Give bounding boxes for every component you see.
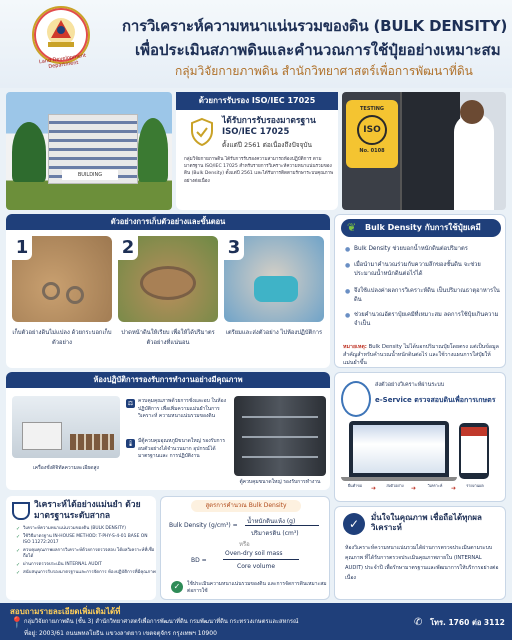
check-icon: ✓ (171, 581, 183, 593)
quality-title: มั่นใจในคุณภาพ เชื่อถือได้ทุกผลวิเคราะห์ (371, 513, 482, 532)
tree (138, 118, 168, 182)
laptop-mockup (349, 421, 449, 477)
step1-caption: เก็บตัวอย่างดินไม่แปลง ด้วยกระบอกเก็บตัวอย่าง (12, 330, 112, 346)
lab-bullet-text: ควบคุมคุณภาพด้วยการชั่งและอบ ในห้องปฏิบัติการ เพื่อเพิ่มความแม่นยำในการวิเคราะห์ ความหนาแน่นรวมของดิน (138, 398, 227, 419)
digital-balance (22, 422, 62, 450)
lab-bullet (126, 438, 230, 461)
eservice-title[interactable]: e-Service ตรวจสอบดินเพื่อการเกษตร (375, 396, 496, 404)
arrow-right-icon: ➜ (371, 485, 377, 492)
formula-note: ใช้ประเมินความหนาแน่นรวมของดิน และการจัดการดินเหมาะสมต่อการใช้ (187, 581, 327, 594)
lab-technician (454, 114, 494, 210)
bd-note-label: หมายเหตุ: (343, 344, 367, 350)
shelf (242, 436, 318, 438)
shelf (242, 416, 318, 418)
standard-item: ✓ ผ่านการตรวจประเมิน INTERNAL AUDIT (16, 562, 156, 568)
fraction-line (245, 525, 319, 526)
formula-denominator1: ปริมาตรดิน (cm³) (251, 530, 299, 537)
cert-since: ตั้งแต่ปี 2561 ต่อเนื่องถึงปัจจุบัน (222, 141, 312, 149)
eservice-step: วิเคราะห์ (427, 483, 443, 488)
standard-item: ✓ วิเคราะห์ความหนาแน่นรวมของดิน (BULK DENSITY) (16, 526, 156, 532)
bulk-density-fertilizer-panel (334, 214, 506, 368)
bd-note (343, 343, 503, 367)
eservice-step: ส่งตัวอย่าง (386, 483, 404, 488)
technician-head (460, 100, 484, 124)
soil-core (140, 266, 196, 300)
standard-item: ✓ สนับสนุนการรับรองมาตรฐานและการจัดการ ห้องปฏิบัติการที่มีคุณภาพ (16, 570, 156, 576)
steps-heading: ตัวอย่างการเก็บตัวอย่างและขั้นตอน (6, 214, 330, 230)
cert-title: ได้รับการรับรองมาตรฐาน ISO/IEC 17025 (222, 116, 316, 137)
logo-text: Land Development Department (38, 52, 87, 71)
lab-bullet-text: มีตู้ควบคุมอุณหภูมิขนาดใหญ่ รองรับการอบตัวอย่างได้จำนวนมาก อุปกรณ์ได้มาตรฐานและ การปฏิบัติงาน (138, 438, 226, 459)
laptop-screen (353, 425, 445, 473)
shelf (242, 456, 318, 458)
iso-badge-number: No. 0108 (359, 148, 385, 154)
arrow-right-icon: ➜ (411, 485, 417, 492)
laptop-base (341, 477, 457, 481)
formula-or: หรือ (239, 541, 250, 548)
eservice-panel (334, 372, 506, 502)
formula-denominator2: Core volume (237, 563, 276, 570)
subtitle: กลุ่มวิจัยกายภาพดิน สำนักวิทยาศาสตร์เพื่อการพัฒนาที่ดิน (175, 64, 473, 78)
lab-bullet (126, 398, 230, 421)
ldd-logo (32, 6, 90, 71)
shield-check-icon (190, 118, 214, 146)
thermometer-icon: 🌡 (126, 440, 135, 447)
footer-phone[interactable]: โทร. 1760 ต่อ 3112 (430, 618, 505, 627)
bd-item: ● ช่วยคำนวณอัตราปุ๋ยเคมีที่เหมาะสม ลดการใช้ปุ๋ยเกินความจำเป็น (345, 311, 503, 329)
phone-screen (461, 427, 487, 473)
sample-tray (70, 434, 114, 450)
step3-caption: เตรียมและส่งตัวอย่าง ไปห้องปฏิบัติการ (225, 330, 323, 336)
formula-numerator1: น้ำหนักดินแห้ง (g) (247, 518, 296, 525)
phone-icon: ✆ (414, 617, 423, 628)
lab-caption2: ตู้ควบคุมขนาดใหญ่ รองรับการทำงาน (239, 479, 321, 485)
title-line2: เพื่อประเมินสภาพดินและคำนวณการใช้ปุ๋ยอย่างเหมาะสม (135, 41, 501, 59)
phone-mockup (459, 423, 489, 479)
standard-item: ✓ ควบคุมคุณภาพผลการวิเคราะห์ด้วยการตรวจสอบ ได้ผลวิเคราะห์ที่เชื่อถือได้ (16, 548, 156, 560)
lab-heading: ห้องปฏิบัติการรองรับการทำงานอย่างมีคุณภาพ (6, 372, 330, 388)
lab-caption1: เครื่องชั่งดิจิทัลความละเอียดสูง (33, 465, 99, 471)
bd-item: ● Bulk Density ช่วยบอกน้ำหนักดินต่อปริมาตร (345, 245, 503, 254)
footer-contact-heading: สอบถามรายละเอียดเพิ่มเติมได้ที่ (10, 607, 121, 616)
cert-panel (176, 92, 338, 210)
cert-heading: ด้วยการรับรอง ISO/IEC 17025 (176, 92, 338, 110)
iso-badge-mark: ISO (357, 115, 387, 145)
footer-org: กลุ่มวิจัยกายภาพดิน (ชั้น 3) สำนักวิทยาศาสตร์เพื่อการพัฒนาที่ดิน กรมพัฒนาที่ดิน กระทรวงเกษตรและสหกรณ์ (24, 619, 299, 625)
sampling-steps-panel (6, 214, 330, 368)
cert-description: กลุ่มวิจัยกายภาพดิน ได้รับการรับรองความสามารถห้องปฏิบัติการ ตามมาตรฐาน ISO/IEC 17025 สำหรับรายการวิเคราะห์ความหนาแน่นรวมของดิน (Bulk Density) ตั้งแต่ปี 2561 และได้รับการติดตามรักษาระบบคุณภาพอย่างต่อเนื่อง (184, 157, 334, 184)
lab-photo (342, 92, 506, 210)
laboratory-panel (6, 372, 330, 490)
tree (12, 122, 46, 182)
standard-panel (6, 496, 156, 600)
step2-caption: ปาดหน้าดินให้เรียบ เพื่อให้ได้ปริมาตรตัวอย่างที่แน่นอน (121, 330, 215, 346)
eservice-step: รายงานผล (466, 483, 484, 488)
eservice-step: ยื่นคำขอ (347, 483, 363, 488)
scale-icon: ⚖ (127, 400, 134, 407)
step-number: 3 (224, 236, 244, 260)
balance-photo (12, 396, 120, 458)
oven (400, 92, 460, 210)
bd-item: ● จึงใช้แปลงค่าผลการวิเคราะห์ดิน เป็นปริมาณธาตุอาหารในดิน (345, 287, 503, 305)
formula-numerator2: Oven-dry soil mass (225, 550, 283, 557)
standard-title: วิเคราะห์ได้อย่างแม่นยำ ด้วยมาตรฐานระดับสากล (34, 500, 141, 521)
arrow-right-icon: ➜ (451, 485, 457, 492)
location-pin-icon: 📍 (10, 616, 24, 629)
eservice-intro: ส่งตัวอย่างวิเคราะห์ผ่านระบบ (375, 382, 445, 388)
formula-heading: สูตรการคำนวณ Bulk Density (191, 500, 301, 512)
quality-body: ห้องวิเคราะห์ความหนาแน่นรวมได้ผ่านการตรวจประเมินตามระบบคุณภาพ ที่ได้รับการตรวจประเมินคุณภาพภายใน (INTERNAL AUDIT) ประจำปี เพื่อรักษามาตรฐานและพัฒนาการให้บริการอย่างต่อเนื่อง (345, 545, 499, 581)
bd-note-text: Bulk Density ไม่ได้บอกปริมาณปุ๋ยโดยตรง แต่เป็นข้อมูลสำคัญสำหรับคำนวณน้ำหนักดินต่อไร่ และใช้วางแผนการใส่ปุ๋ยให้แม่นยำขึ้น (343, 344, 499, 366)
oven-cabinet-photo (234, 396, 326, 476)
sample-ring (42, 282, 60, 300)
footer (0, 603, 512, 640)
formula-lhs2: BD = (191, 557, 207, 564)
sample-ring (66, 286, 84, 304)
iso-badge (346, 100, 398, 168)
bulk-density-title: Bulk Density กับการใช้ปุ๋ยเคมี (341, 219, 501, 237)
iso-badge-top: TESTING (360, 106, 384, 112)
leaf-icon: ❦ (347, 221, 357, 234)
bd-item: ● เมื่อนำมาคำนวณร่วมกับความลึกของชั้นดิน จะช่วยประมาณน้ำหนักดินต่อไร่ได้ (345, 261, 503, 279)
standard-item: ✓ ใช้วิธีมาตรฐาน IN-HOUSE METHOD: T-PHY-S-4-01 BASE ON ISO 11272:2017 (16, 534, 156, 546)
step-number: 2 (118, 236, 138, 260)
title-line1: การวิเคราะห์ความหนาแน่นรวมของดิน (BULK DENSITY) (122, 17, 508, 35)
step-number: 1 (12, 236, 32, 260)
formula-lhs1: Bulk Density (g/cm³) = (169, 522, 238, 529)
formula-panel (160, 496, 330, 600)
gloved-hands (254, 276, 298, 302)
checkmark-circle-icon: ✓ (343, 513, 365, 535)
footer-address: ที่อยู่: 2003/61 ถนนพหลโยธิน แขวงลาดยาว เขตจตุจักร กรุงเทพฯ 10900 (24, 630, 217, 637)
fraction-line (223, 559, 299, 560)
mascot-icon (341, 381, 371, 417)
building-sign: BUILDING (62, 170, 118, 180)
building-photo (6, 92, 172, 210)
flask-icon (12, 502, 30, 520)
quality-panel (334, 506, 506, 600)
